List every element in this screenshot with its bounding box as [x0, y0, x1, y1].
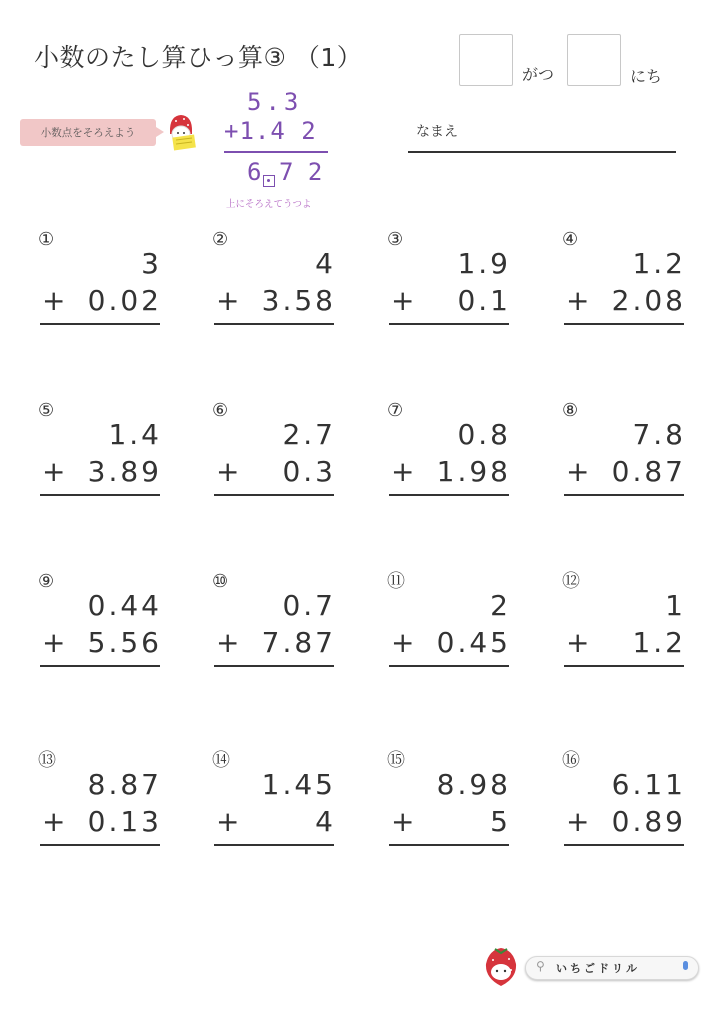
name-line[interactable]: [408, 151, 676, 153]
day-box[interactable]: [567, 34, 621, 86]
plus-sign: +: [216, 284, 240, 317]
answer-line[interactable]: [40, 665, 160, 667]
problem-2: [212, 230, 342, 350]
problem-15: [387, 751, 517, 871]
problem-10: [212, 572, 342, 692]
addend-bottom: 7.87: [261, 626, 336, 659]
answer-line[interactable]: [389, 665, 509, 667]
answer-line[interactable]: [389, 844, 509, 846]
plus-sign: +: [42, 455, 66, 488]
addend-bottom: 0.45: [436, 626, 511, 659]
addend-top: 8.87: [87, 768, 162, 801]
problem-number: ⑭: [212, 750, 230, 771]
plus-sign: +: [42, 626, 66, 659]
addend-top: 1.2: [632, 247, 686, 280]
plus-sign: +: [566, 284, 590, 317]
addend-top: 4: [315, 247, 336, 280]
problem-11: [387, 572, 517, 692]
addend-bottom: 2.08: [611, 284, 686, 317]
example-bottom: +1.4 2: [224, 117, 317, 145]
search-text: いちごドリル: [556, 962, 640, 975]
addend-bottom: 3.89: [87, 455, 162, 488]
problem-number: ⑧: [562, 400, 579, 421]
hint-label: [20, 119, 156, 146]
problem-13: [38, 751, 168, 871]
answer-line[interactable]: [564, 844, 684, 846]
search-icon: ⚲: [536, 959, 545, 973]
addend-top: 7.8: [632, 418, 686, 451]
problem-number: ⑥: [212, 400, 229, 421]
addend-top: 1: [665, 589, 686, 622]
addend-bottom: 0.89: [611, 805, 686, 838]
problem-16: [562, 751, 692, 871]
plus-sign: +: [566, 805, 590, 838]
addend-bottom: 0.1: [457, 284, 511, 317]
answer-line[interactable]: [564, 665, 684, 667]
problem-14: [212, 751, 342, 871]
addend-top: 2.7: [282, 418, 336, 451]
problem-number: ⑫: [562, 571, 580, 592]
addend-top: 1.45: [261, 768, 336, 801]
problem-9: [38, 572, 168, 692]
addend-bottom: 1.2: [632, 626, 686, 659]
problem-12: [562, 572, 692, 692]
addend-bottom: 1.98: [436, 455, 511, 488]
problem-number: ④: [562, 229, 579, 250]
addend-bottom: 0.13: [87, 805, 162, 838]
addend-bottom: 4: [315, 805, 336, 838]
plus-sign: +: [42, 284, 66, 317]
problem-number: ②: [212, 229, 229, 250]
example-top: 5.3: [247, 88, 303, 116]
example-answer-left: 6: [247, 158, 262, 186]
answer-line[interactable]: [214, 665, 334, 667]
plus-sign: +: [216, 626, 240, 659]
addend-top: 1.9: [457, 247, 511, 280]
strawberry-mascot-icon: [483, 946, 519, 988]
addend-bottom: 5.56: [87, 626, 162, 659]
problem-3: [387, 230, 517, 350]
addend-top: 1.4: [108, 418, 162, 451]
problem-number: ⑬: [38, 750, 56, 771]
example-note: 上にそろえてうつよ: [226, 199, 312, 210]
addend-top: 2: [490, 589, 511, 622]
addend-bottom: 5: [490, 805, 511, 838]
addend-top: 0.7: [282, 589, 336, 622]
addend-bottom: 0.87: [611, 455, 686, 488]
problem-number: ⑦: [387, 400, 404, 421]
plus-sign: +: [391, 626, 415, 659]
problem-5: [38, 401, 168, 521]
problem-number: ⑩: [212, 571, 229, 592]
strawberry-mascot-icon: [164, 112, 198, 152]
plus-sign: +: [391, 455, 415, 488]
answer-line[interactable]: [214, 494, 334, 496]
example-line: [224, 151, 328, 153]
problem-8: [562, 401, 692, 521]
problem-7: [387, 401, 517, 521]
addend-top: 8.98: [436, 768, 511, 801]
addend-top: 6.11: [611, 768, 686, 801]
problem-number: ⑪: [387, 571, 405, 592]
addend-top: 3: [141, 247, 162, 280]
problem-number: ⑤: [38, 400, 55, 421]
addend-bottom: 3.58: [261, 284, 336, 317]
answer-line[interactable]: [214, 323, 334, 325]
search-bar[interactable]: [525, 956, 699, 980]
answer-line[interactable]: [389, 323, 509, 325]
page-title: 小数のたし算ひっ算③ （1）: [34, 43, 363, 72]
hint-text: 小数点をそろえよう: [40, 127, 136, 139]
problem-4: [562, 230, 692, 350]
month-box[interactable]: [459, 34, 513, 86]
problem-number: ⑯: [562, 750, 580, 771]
plus-sign: +: [216, 455, 240, 488]
answer-line[interactable]: [564, 494, 684, 496]
answer-line[interactable]: [564, 323, 684, 325]
plus-sign: +: [566, 626, 590, 659]
answer-line[interactable]: [40, 323, 160, 325]
addend-top: 0.8: [457, 418, 511, 451]
plus-sign: +: [216, 805, 240, 838]
addend-top: 0.44: [87, 589, 162, 622]
addend-bottom: 0.3: [282, 455, 336, 488]
microphone-icon: [683, 961, 688, 970]
problem-number: ③: [387, 229, 404, 250]
plus-sign: +: [391, 284, 415, 317]
problem-number: ⑮: [387, 750, 405, 771]
plus-sign: +: [566, 455, 590, 488]
answer-line[interactable]: [40, 494, 160, 496]
problem-number: ①: [38, 229, 55, 250]
answer-line[interactable]: [389, 494, 509, 496]
problem-1: [38, 230, 168, 350]
addend-bottom: 0.02: [87, 284, 162, 317]
day-label: にち: [630, 67, 663, 86]
month-label: がつ: [522, 65, 555, 84]
plus-sign: +: [391, 805, 415, 838]
example-answer-right: 7 2: [279, 158, 323, 186]
plus-sign: +: [42, 805, 66, 838]
decimal-point-box: [263, 175, 275, 187]
problem-6: [212, 401, 342, 521]
answer-line[interactable]: [40, 844, 160, 846]
answer-line[interactable]: [214, 844, 334, 846]
problem-number: ⑨: [38, 571, 55, 592]
name-label: なまえ: [416, 124, 458, 140]
